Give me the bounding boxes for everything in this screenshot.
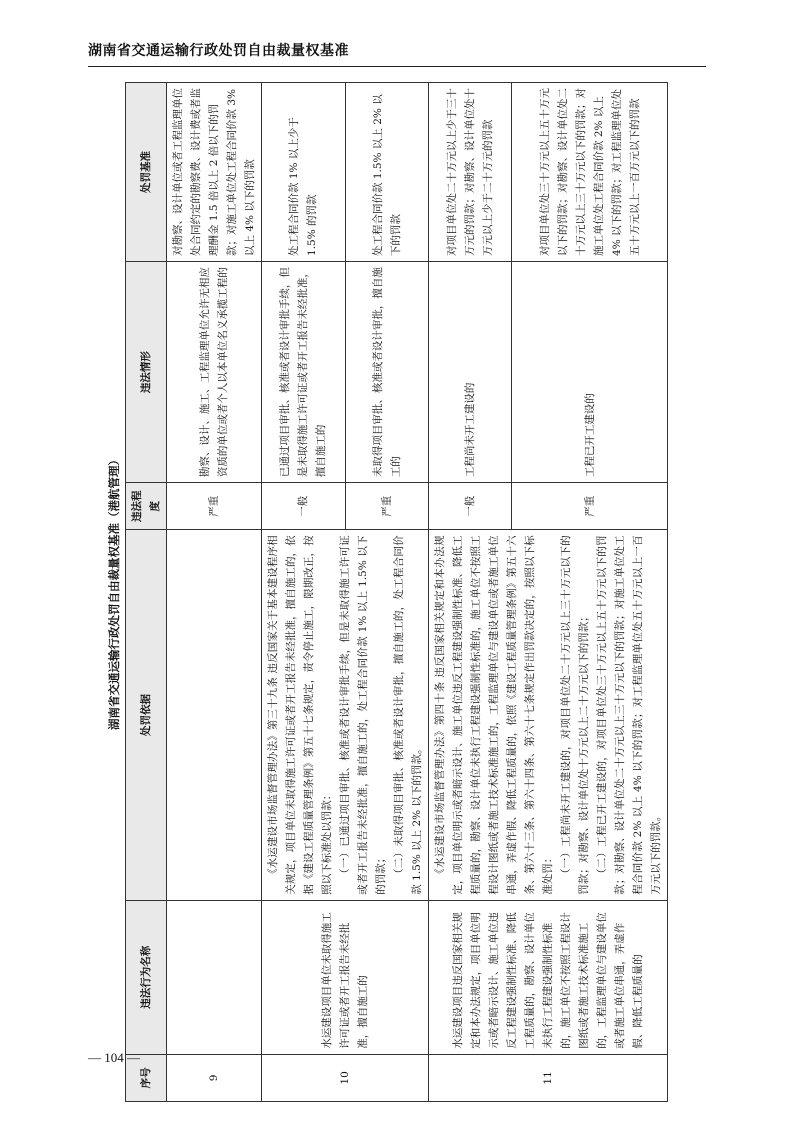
situation-cell: 工程已开工建设的 <box>512 261 668 482</box>
degree-cell: 严重 <box>167 483 262 530</box>
col-header-degree: 违法程度 <box>126 483 167 530</box>
penalty-cell: 处工程合同价款 1.5% 以上 2% 以下的罚款 <box>345 83 429 262</box>
basis-paragraph: （二）未取得项目审批、核准或者设计审批，擅自施工的，处工程合同价款 1.5% 以上 2% 以下的罚款。 <box>393 535 423 895</box>
table-header-row <box>126 83 167 1102</box>
basis-paragraph: （一）已通过项目审批、核准或者设计审批手续，但是未取得施工许可证或者开工报告未经批准，擅自施工的，处工程合同价款 1% 以上 1.5% 以下的罚款； <box>339 535 387 895</box>
row-no: 9 <box>167 1054 262 1101</box>
col-header-violation-name: 违法行为名称 <box>126 900 167 1054</box>
col-header-basis: 处罚依据 <box>126 530 167 900</box>
basis-cell <box>167 530 262 900</box>
situation-cell: 未取得项目审批、核准或者设计审批，擅自施工的 <box>345 261 429 482</box>
situation-cell: 勘察、设计、施工、工程监理单位允许无相应资质的单位或者个人以本单位名义承揽工程的 <box>167 261 262 482</box>
page-number: — 104 — <box>88 1050 140 1065</box>
basis-paragraph: 《水运建设市场监督管理办法》第四十条 违反国家相关规定和本办法规定，项目单位明示或者暗示设计、施工单位违反工程建设强制性标准、降低工程质量的，勘察、设计单位未执行工程建设强制性标准的，施工单位不按照工程设计图纸或者施工技术标准施工的，工程监理单位与建设单位或者施工单位串通，弄虚作假、降低工程质量的，依照《建设工程质量管理条例》第五十六条、第六十三条、第六十四条、第六十七条规定作出罚款决定的，按照以下标准处罚： <box>434 535 554 895</box>
penalty-cell: 对项目单位处三十万元以上五十万元以下的罚款；对勘察、设计单位处二十万元以上三十万元以下的罚款；对施工单位处工程合同价款 2% 以上 4% 以下的罚款；对工程监理单位处五十万元以上一百万元以下的罚款 <box>512 83 668 262</box>
col-header-situation: 违法情形 <box>126 261 167 482</box>
violation-name-cell: 水运建设项目单位未取得施工许可证或者开工报告未经批准，擅自施工的 <box>262 900 429 1054</box>
degree-cell: 一般 <box>262 483 346 530</box>
degree-cell: 严重 <box>345 483 429 530</box>
table-row <box>262 83 346 1102</box>
violation-name-cell <box>167 900 262 1054</box>
row-no: 11 <box>429 1054 668 1101</box>
basis-paragraph: （一）工程尚未开工建设的，对项目单位处二十万元以上三十万元以下的罚款；对勘察、设计单位处十万元以上二十万元以下的罚款； <box>560 535 590 895</box>
table-row <box>167 83 262 1102</box>
basis-cell <box>262 530 429 900</box>
penalty-cell: 对项目单位处二十万元以上少于三十万元的罚款；对勘察、设计单位处十万元以上少于二十万元的罚款 <box>429 83 512 262</box>
table-title: 湖南省交通运输行政处罚自由裁量权基准（港航管理） <box>107 454 121 730</box>
col-header-penalty: 处罚基准 <box>126 83 167 262</box>
page-header-title: 湖南省交通运输行政处罚自由裁量权基准 <box>88 43 349 59</box>
penalty-cell: 处工程合同价款 1% 以上少于 1.5% 的罚款 <box>262 83 346 262</box>
violation-name-cell: 水运建设项目违反国家相关规定和本办法规定，项目单位明示或者暗示设计、施工单位违反工程建设强制性标准、降低工程质量的，勘察、设计单位未执行工程建设强制性标准的，施工单位不按照工程设计图纸或者施工技术标准施工的，工程监理单位与建设单位或者施工单位串通，弄虚作假、降低工程质量的 <box>429 900 668 1054</box>
basis-paragraph: 《水运建设市场监督管理办法》第三十九条 违反国家关于基本建设程序相关规定，项目单位未取得施工许可证或者开工报告未经批准，擅自施工的，依据《建设工程质量管理条例》第五十七条规定，责令停止施工，限期改正，按照以下标准处以罚款： <box>267 535 333 895</box>
situation-cell: 工程尚未开工建设的 <box>429 261 512 482</box>
penalty-cell: 对勘察、设计单位或者工程监理单位处合同约定的勘察费、设计费或者监理酬金 1.5 倍以上 2 倍以下的罚款；对施工单位处工程合同价款 3% 以上 4% 以下的罚款 <box>167 83 262 262</box>
penalty-standards-table <box>125 82 668 1102</box>
rotated-table-container <box>103 82 693 1102</box>
col-header-no: 序号 <box>126 1054 167 1101</box>
row-no: 10 <box>262 1054 429 1101</box>
basis-paragraph: （二）工程已开工建设的，对项目单位处三十万元以上五十万元以下的罚款；对勘察、设计单位处二十万元以上三十万元以下的罚款；对施工单位处工程合同价款 2% 以上 4% 以下的罚款；对工程监理单位处五十万元以上一百万元以下的罚款。 <box>596 535 662 895</box>
degree-cell: 一般 <box>429 483 512 530</box>
basis-cell <box>429 530 668 900</box>
table-row <box>429 83 512 1102</box>
situation-cell: 已通过项目审批、核准或者设计审批手续，但是未取得施工许可证或者开工报告未经批准，擅自施工的 <box>262 261 346 482</box>
degree-cell: 严重 <box>512 483 668 530</box>
header-divider <box>88 66 706 67</box>
